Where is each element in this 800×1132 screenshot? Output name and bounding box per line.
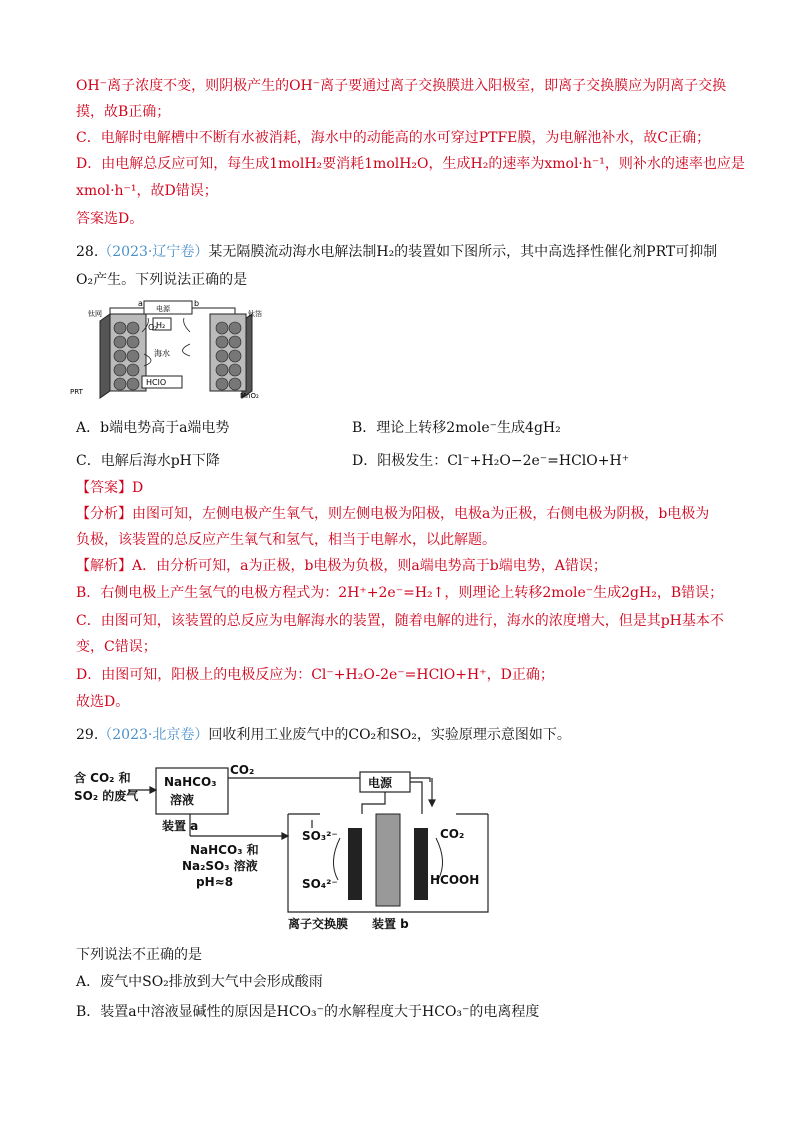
ti-mesh-label: 钛网 (88, 310, 102, 318)
mix-label-3: pH≈8 (196, 875, 234, 889)
device-a-label: 装置 a (162, 819, 199, 833)
analysis-line: C．电解时电解槽中不断有水被消耗，海水中的动能高的水可穿过PTFE膜，为电解池补水，故C正确； (76, 130, 711, 146)
recovery-figure-29 (70, 752, 510, 932)
seawater-label: 海水 (154, 349, 170, 358)
analysis-line: D．由电解总反应可知，每生成1molH₂要消耗1molH₂O，生成H₂的速率为xmol·h⁻¹，则补水的速率也应是 (76, 156, 745, 172)
membrane-label: 离子交换膜 (288, 917, 349, 931)
mno2-label: MnO₂ (240, 392, 259, 400)
analysis-line: 负极，该装置的总反应产生氧气和氢气，相当于电解水，以此解题。 (76, 532, 496, 548)
explain-line: 变，C错误； (76, 639, 157, 655)
question-text: 回收利用工业废气中的CO₂和SO₂，实验原理示意图如下。 (208, 727, 571, 743)
question-source: （2023·北京卷） (98, 727, 209, 743)
option-a[interactable]: A．b端电势高于a端电势 (76, 420, 230, 436)
question-29-stem (76, 725, 571, 745)
analysis-line: xmol·h⁻¹，故D错误； (76, 183, 218, 199)
sulfate-label: SO₄²⁻ (302, 877, 338, 891)
answer-value: D (132, 480, 144, 496)
question-source: （2023·辽宁卷） (98, 244, 209, 260)
answer-tag: 【答案】 (76, 480, 132, 496)
electrolysis-figure-28 (70, 296, 280, 406)
question-28-stem (76, 242, 717, 262)
solution-label: 溶液 (170, 793, 195, 807)
option-a[interactable]: A．废气中SO₂排放到大气中会形成酸雨 (76, 974, 323, 990)
answer-conclusion: 答案选D。 (76, 211, 144, 227)
sulfite-label: SO₃²⁻ (302, 829, 338, 843)
hcooh-label: HCOOH (430, 873, 480, 887)
explain-text: A．由分析可知，a为正极，b电极为负极，则a端电势高于b端电势，A错误； (132, 558, 607, 574)
co2-right-label: CO₂ (440, 827, 465, 841)
waste-gas-label-1: 含 CO₂ 和 (74, 771, 131, 785)
h2-label: H₂ (156, 321, 166, 330)
explain-tag: 【解析】 (76, 558, 132, 574)
explain-line: B．右侧电极上产生氢气的电极方程式为：2H⁺+2e⁻=H₂↑，则理论上转移2mole⁻生成2gH₂，B错误； (76, 585, 724, 601)
analysis-line: 摸，故B正确； (76, 104, 171, 120)
hclo-label: HClO (146, 378, 167, 387)
explain-line: D．由图可知，阳极上的电极反应为：Cl⁻+H₂O-2e⁻=HClO+H⁺，D正确； (76, 667, 554, 683)
label-b: b (194, 299, 200, 308)
ti-foil-label: 钛箔 (248, 310, 262, 318)
analysis-text: 由图可知，左侧电极产生氧气，则左侧电极为阳极，电极a为正极，右侧电极为阴极，b电极为 (132, 506, 710, 522)
question-number: 29. (76, 727, 99, 743)
mix-label-2: Na₂SO₃ 溶液 (182, 859, 258, 873)
o2-label: O₂ (148, 323, 158, 332)
analysis-line (76, 504, 709, 524)
co2-top-label: CO₂ (230, 763, 255, 777)
prt-label: PRT (70, 388, 83, 396)
option-c[interactable]: C．电解后海水pH下降 (76, 453, 220, 469)
question-text: 某无隔膜流动海水电解法制H₂的装置如下图所示，其中高选择性催化剂PRT可抑制 (208, 244, 718, 260)
nahco3-label: NaHCO₃ (164, 775, 217, 789)
waste-gas-label-2: SO₂ 的废气 (74, 789, 139, 803)
question-number: 28. (76, 244, 99, 260)
analysis-line: OH⁻离子浓度不变，则阴极产生的OH⁻离子要通过离子交换膜进入阳极室，即离子交换膜应为阴离子交换 (76, 78, 727, 94)
power-label: 电源 (368, 776, 393, 790)
explain-line (76, 556, 607, 576)
label-a: a (138, 299, 143, 308)
answer-line (76, 478, 143, 498)
conclusion-line: 故选D。 (76, 694, 130, 710)
option-b[interactable]: B．理论上转移2mole⁻生成4gH₂ (352, 420, 561, 436)
device-b-label: 装置 b (372, 917, 409, 931)
mix-label-1: NaHCO₃ 和 (190, 843, 259, 857)
question-prompt: 下列说法不正确的是 (76, 947, 202, 963)
question-text-line2: O₂产生。下列说法正确的是 (76, 272, 248, 288)
power-label: 电源 (156, 305, 170, 313)
analysis-tag: 【分析】 (76, 506, 132, 522)
option-b[interactable]: B．装置a中溶液显碱性的原因是HCO₃⁻的水解程度大于HCO₃⁻的电离程度 (76, 1004, 540, 1020)
option-d[interactable]: D．阳极发生：Cl⁻+H₂O−2e⁻=HClO+H⁺ (352, 453, 630, 469)
explain-line: C．由图可知，该装置的总反应为电解海水的装置，随着电解的进行，海水的浓度增大，但是其pH基本不 (76, 613, 724, 629)
